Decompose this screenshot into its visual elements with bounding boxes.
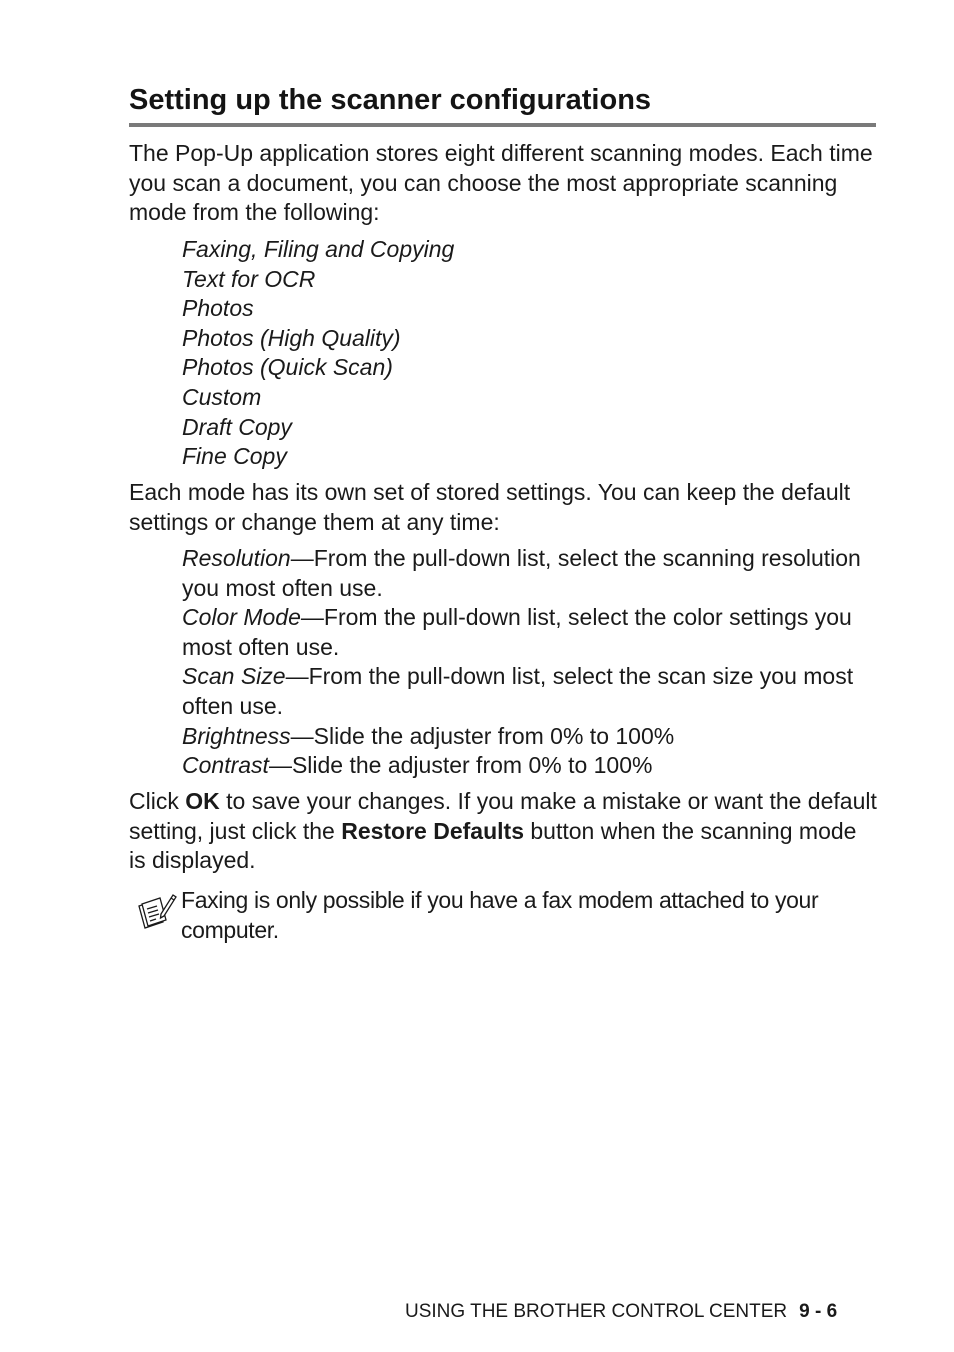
title-underline (129, 123, 876, 127)
intro-paragraph: The Pop-Up application stores eight different scanning modes. Each time you scan a document, you can choose the most appropriate scanning mode from the following: (129, 140, 873, 226)
setting-item-contrast (182, 751, 882, 781)
scanning-mode-list (182, 235, 882, 472)
mode-item: Custom (182, 383, 262, 410)
save-paragraph (129, 787, 879, 876)
save-text-part: Click (129, 788, 186, 814)
save-text-part: to save your changes. If you make a mistake or want the default setting, just click the (129, 788, 877, 844)
setting-item-scan-size (182, 662, 882, 721)
mode-item: Fine Copy (182, 443, 287, 470)
footer-section-title: USING THE BROTHER CONTROL CENTER (405, 1301, 788, 1322)
mode-item: Photos (High Quality) (182, 324, 401, 351)
setting-name: Contrast (182, 752, 269, 779)
ok-button-reference: OK (185, 788, 220, 814)
mode-item: Text for OCR (182, 265, 316, 292)
note-text: Faxing is only possible if you have a fax modem attached to your computer. (181, 887, 819, 943)
settings-intro-paragraph: Each mode has its own set of stored settings. You can keep the default settings or change them at any time: (129, 479, 851, 535)
setting-name: Color Mode (182, 604, 301, 631)
page-title: Setting up the scanner configurations (129, 84, 652, 116)
mode-item: Photos (Quick Scan) (182, 354, 393, 381)
note-pencil-icon (135, 892, 177, 932)
mode-item: Faxing, Filing and Copying (182, 236, 455, 262)
setting-description: —From the pull-down list, select the color settings you most often use. (182, 604, 852, 660)
restore-defaults-reference: Restore Defaults (341, 817, 524, 844)
setting-description: —From the pull-down list, select the scanning resolution you most often use. (182, 545, 861, 601)
setting-description: —Slide the adjuster from 0% to 100% (290, 722, 675, 749)
setting-name: Scan Size (182, 663, 286, 690)
mode-item: Photos (182, 295, 254, 322)
setting-description: —From the pull-down list, select the scan size you most often use. (182, 663, 854, 719)
setting-name: Brightness (182, 722, 291, 749)
setting-item-resolution (182, 544, 882, 603)
save-text-part: button when the scanning mode is displayed. (129, 817, 857, 874)
page-number: 9 - 6 (799, 1301, 838, 1322)
setting-description: —Slide the adjuster from 0% to 100% (268, 752, 653, 779)
settings-list (182, 544, 882, 781)
setting-item-color-mode (182, 603, 882, 662)
mode-item: Draft Copy (182, 413, 292, 440)
setting-name: Resolution (182, 545, 291, 571)
setting-item-brightness (182, 722, 882, 752)
page-footer (405, 1300, 837, 1324)
